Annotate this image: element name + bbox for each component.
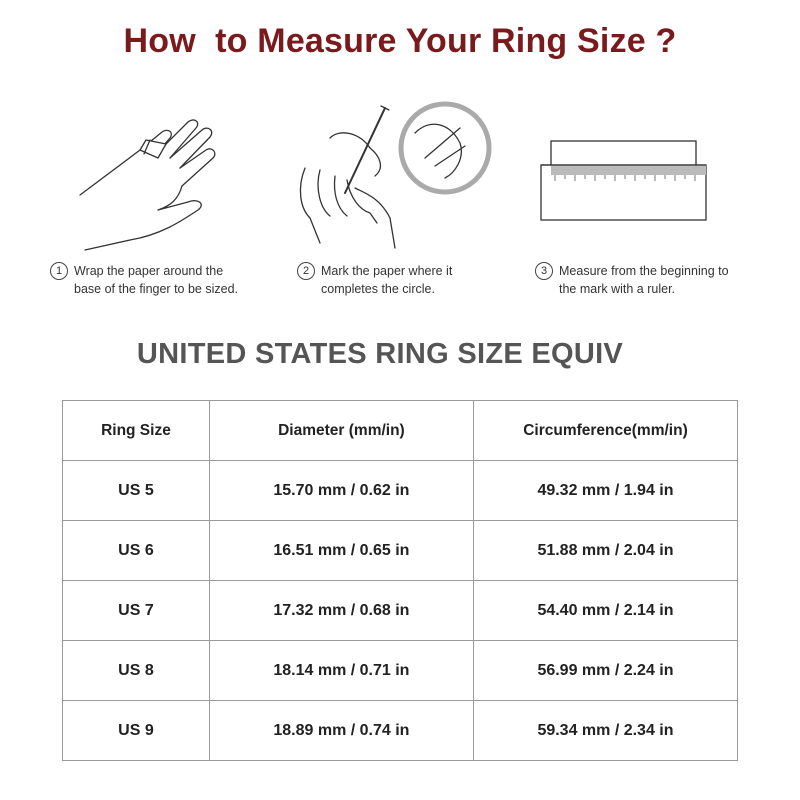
step-text-line: Mark the paper where it [321,264,453,278]
ring-size-cell: US 6 [63,521,210,581]
page-title: How to Measure Your Ring Size ? [123,22,677,60]
circumference-cell: 54.40 mm / 2.14 in [473,581,737,641]
ring-size-cell: US 9 [63,701,210,761]
table-row [63,581,738,641]
table-heading: UNITED STATES RING SIZE EQUIV [136,338,624,370]
table-row [63,701,738,761]
step-number: 2 [297,262,315,280]
column-header: Ring Size [63,401,210,461]
circumference-cell: 49.32 mm / 1.94 in [473,461,737,521]
ring-size-cell: US 7 [63,581,210,641]
circumference-cell: 56.99 mm / 2.24 in [473,641,737,701]
hand-wrap-icon [70,110,230,260]
diameter-cell: 16.51 mm / 0.65 in [209,521,473,581]
step-number: 3 [535,262,553,280]
step-number: 1 [50,262,68,280]
table-row [63,641,738,701]
ring-size-cell: US 8 [63,641,210,701]
ring-size-table [62,400,738,761]
ruler-icon [535,135,715,230]
diameter-cell: 18.14 mm / 0.71 in [209,641,473,701]
ring-size-cell: US 5 [63,461,210,521]
step-2-caption [297,262,501,298]
diameter-cell: 17.32 mm / 0.68 in [209,581,473,641]
circumference-cell: 51.88 mm / 2.04 in [473,521,737,581]
column-header: Diameter (mm/in) [209,401,473,461]
step-text-line: Wrap the paper around the [74,264,224,278]
diameter-cell: 18.89 mm / 0.74 in [209,701,473,761]
step-text-line: Measure from the beginning to [559,264,729,278]
diameter-cell: 15.70 mm / 0.62 in [209,461,473,521]
circumference-cell: 59.34 mm / 2.34 in [473,701,737,761]
step-text-line: the mark with a ruler. [559,282,676,296]
step-1-caption [50,262,254,298]
column-header: Circumference(mm/in) [473,401,737,461]
step-text-line: base of the finger to be sized. [74,282,238,296]
table-row [63,521,738,581]
table-row [63,461,738,521]
step-text-line: completes the circle. [321,282,435,296]
table-header-row [63,401,738,461]
pen-mark-icon [285,98,495,258]
step-3-caption [535,262,739,298]
